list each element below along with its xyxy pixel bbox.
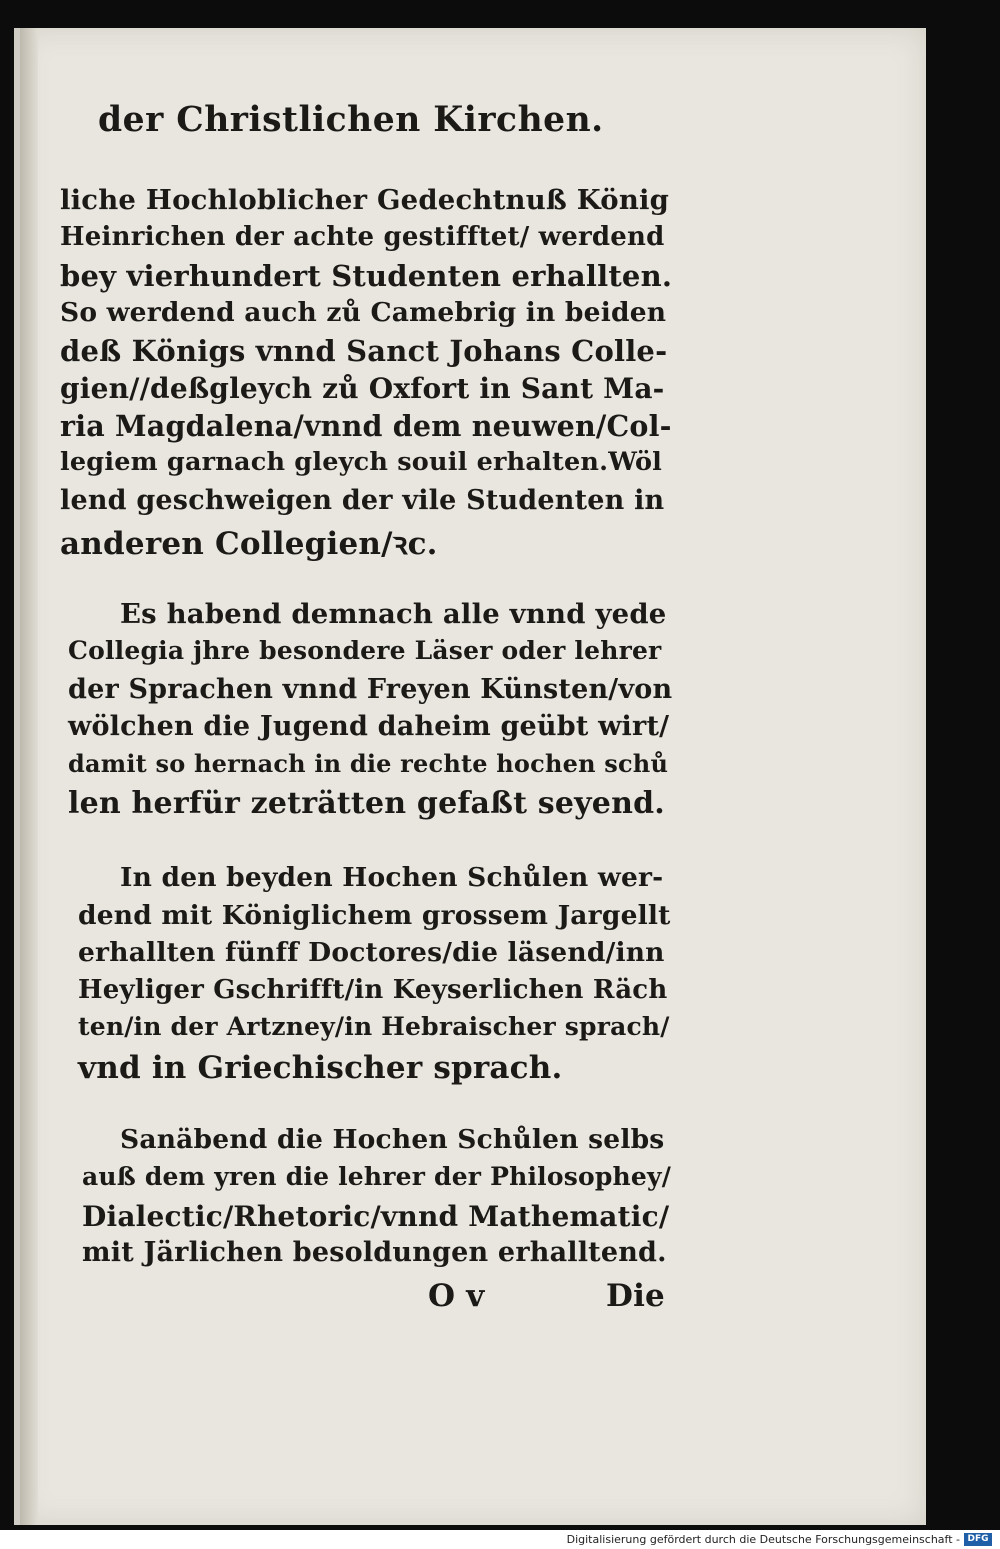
- running-head: der Christlichen Kirchen.: [98, 100, 604, 140]
- text-line: So werdend auch zů Camebrig in beiden: [60, 297, 667, 328]
- text-line: wölchen die Jugend daheim geübt wirt/: [68, 711, 670, 742]
- text-line: legiem garnach gleych souil erhalten.Wöl: [60, 447, 663, 477]
- text-line: lend geschweigen der vile Studenten in: [60, 485, 665, 516]
- page-gutter: [20, 28, 38, 1525]
- text-line: gien//deßgleych zů Oxfort in Sant Ma-: [60, 372, 665, 405]
- text-line: anderen Collegien/ꝛc.: [60, 526, 438, 562]
- catchword: Die: [606, 1278, 665, 1314]
- text-line: dend mit Königlichem grossem Jargellt: [78, 900, 671, 931]
- text-line: In den beyden Hochen Schůlen wer-: [120, 862, 664, 893]
- text-line: bey vierhundert Studenten erhallten.: [60, 259, 673, 293]
- dfg-logo-icon: DFG: [964, 1533, 992, 1546]
- text-line: Heinrichen der achte gestifftet/ werdend: [60, 222, 665, 252]
- text-line: Dialectic/Rhetoric/vnnd Mathematic/: [82, 1200, 670, 1233]
- text-line: len herfür zeträtten gefaßt seyend.: [68, 786, 665, 821]
- text-line: Sanäbend die Hochen Schůlen selbs: [120, 1124, 665, 1155]
- text-line: Es habend demnach alle vnnd yede: [120, 598, 667, 630]
- digitization-footer: [0, 1530, 1000, 1549]
- text-line: ria Magdalena/vnnd dem neuwen/Col-: [60, 409, 672, 443]
- text-line: liche Hochloblicher Gedechtnuß König: [60, 184, 670, 216]
- footer-credit: Digitalisierung gefördert durch die Deutsche Forschungsgemeinschaft -: [566, 1533, 960, 1546]
- text-line: Collegia jhre besondere Läser oder lehrer: [68, 636, 662, 665]
- text-line: mit Järlichen besoldungen erhalltend.: [82, 1237, 667, 1268]
- text-line: Heyliger Gschrifft/in Keyserlichen Räch: [78, 975, 668, 1005]
- text-line: damit so hernach in die rechte hochen schů: [68, 749, 669, 778]
- signature-mark: O v: [428, 1278, 485, 1314]
- text-line: deß Königs vnnd Sanct Johans Colle-: [60, 334, 668, 368]
- text-line: erhallten fünff Doctores/die läsend/inn: [78, 937, 665, 968]
- text-line: auß dem yren die lehrer der Philosophey/: [82, 1162, 672, 1191]
- text-line: der Sprachen vnnd Freyen Künsten/von: [68, 674, 673, 705]
- text-line: vnd in Griechischer sprach.: [78, 1050, 563, 1086]
- text-line: ten/in der Artzney/in Hebraischer sprach/: [78, 1012, 670, 1041]
